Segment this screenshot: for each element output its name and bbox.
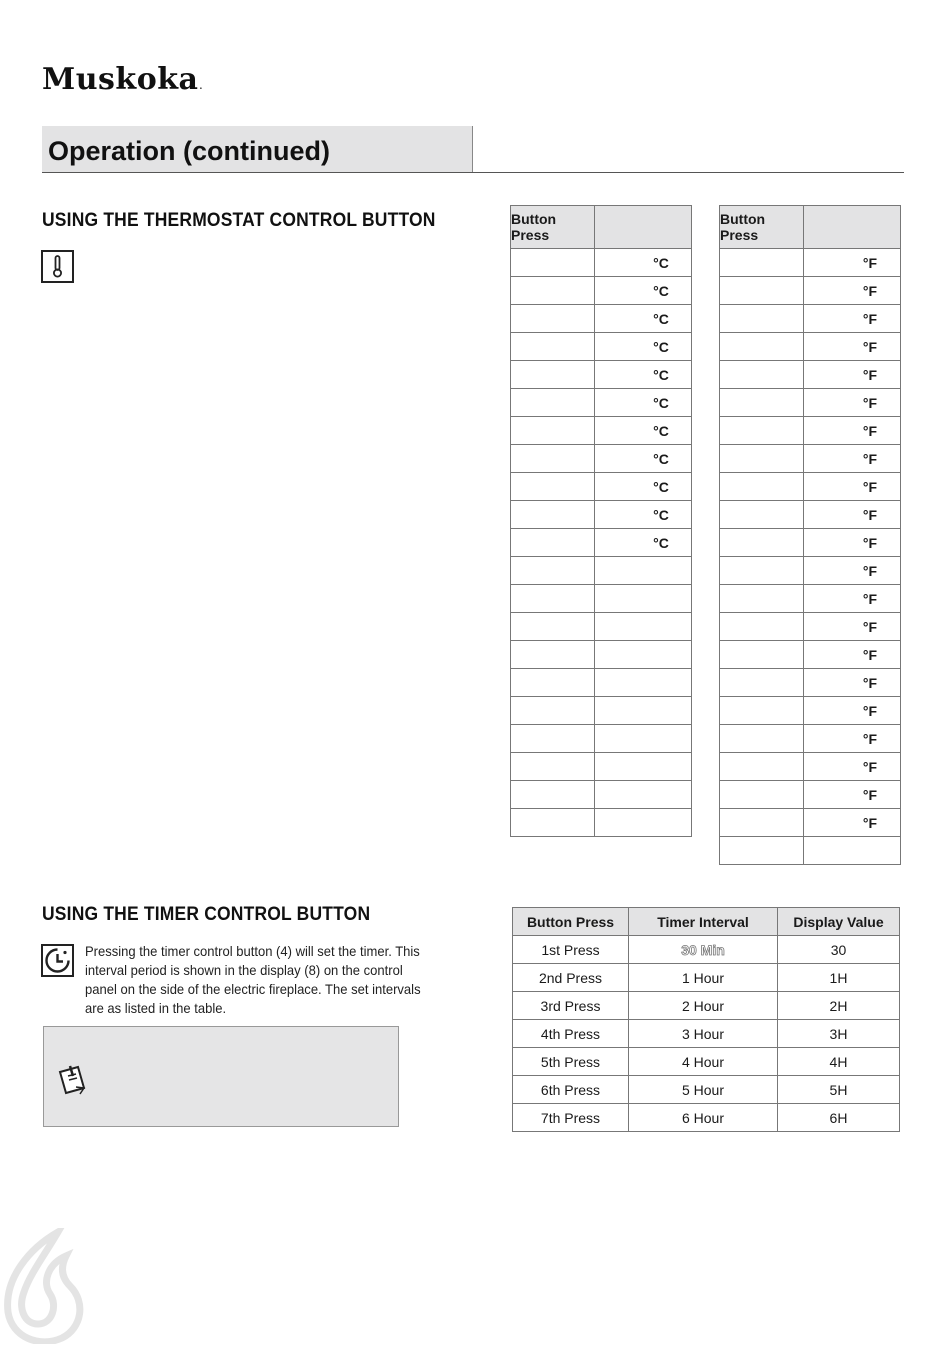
celsius-cell-press <box>511 417 595 445</box>
table-row <box>720 473 901 501</box>
fahrenheit-cell-unit: °F <box>804 725 901 753</box>
celsius-cell-press <box>511 809 595 837</box>
table-row <box>511 333 692 361</box>
table-row <box>720 697 901 725</box>
fahrenheit-header-value <box>804 206 901 249</box>
table-row <box>513 1020 900 1048</box>
fahrenheit-cell-unit: °F <box>804 333 901 361</box>
table-row <box>511 305 692 333</box>
celsius-cell-press <box>511 669 595 697</box>
fahrenheit-cell-press <box>720 697 804 725</box>
table-row <box>511 753 692 781</box>
timer-cell-press: 4th Press <box>513 1020 629 1048</box>
table-row <box>511 249 692 277</box>
timer-cell-interval: 6 Hour <box>629 1104 778 1132</box>
timer-header-interval: Timer Interval <box>629 908 778 936</box>
table-row <box>720 445 901 473</box>
thermometer-icon <box>41 250 74 283</box>
fahrenheit-table <box>719 205 901 865</box>
note-pad-icon <box>56 1062 88 1101</box>
celsius-cell-unit <box>595 585 692 613</box>
table-row <box>511 417 692 445</box>
timer-cell-interval: 3 Hour <box>629 1020 778 1048</box>
fahrenheit-cell-unit: °F <box>804 417 901 445</box>
timer-clock-icon <box>41 944 74 977</box>
table-row <box>511 613 692 641</box>
fahrenheit-cell-press <box>720 249 804 277</box>
celsius-cell-press <box>511 389 595 417</box>
timer-cell-press: 7th Press <box>513 1104 629 1132</box>
table-row <box>511 445 692 473</box>
fahrenheit-cell-press <box>720 641 804 669</box>
celsius-cell-unit <box>595 669 692 697</box>
thermostat-heading: USING THE THERMOSTAT CONTROL BUTTON <box>42 210 436 231</box>
timer-cell-interval: 30 Min <box>629 936 778 964</box>
table-row <box>513 964 900 992</box>
fahrenheit-cell-press <box>720 445 804 473</box>
brand-logo: Muskoka. <box>42 62 203 97</box>
fahrenheit-cell-unit: °F <box>804 641 901 669</box>
celsius-cell-unit: °C <box>595 333 692 361</box>
fahrenheit-cell-unit: °F <box>804 753 901 781</box>
timer-cell-press: 5th Press <box>513 1048 629 1076</box>
celsius-cell-press <box>511 781 595 809</box>
celsius-cell-press <box>511 697 595 725</box>
table-row <box>720 529 901 557</box>
table-row <box>513 1048 900 1076</box>
table-row <box>720 669 901 697</box>
fahrenheit-cell-press <box>720 529 804 557</box>
note-box <box>43 1026 399 1127</box>
timer-cell-press: 3rd Press <box>513 992 629 1020</box>
timer-cell-interval: 1 Hour <box>629 964 778 992</box>
table-row <box>511 473 692 501</box>
celsius-cell-unit <box>595 753 692 781</box>
celsius-cell-press <box>511 557 595 585</box>
celsius-cell-press <box>511 361 595 389</box>
table-row <box>720 501 901 529</box>
timer-heading: USING THE TIMER CONTROL BUTTON <box>42 904 371 925</box>
table-row <box>720 641 901 669</box>
celsius-cell-unit <box>595 809 692 837</box>
table-row <box>720 753 901 781</box>
timer-header-press: Button Press <box>513 908 629 936</box>
fahrenheit-cell-press <box>720 613 804 641</box>
celsius-cell-unit <box>595 697 692 725</box>
fahrenheit-cell-unit: °F <box>804 613 901 641</box>
table-row <box>720 837 901 865</box>
timer-cell-display: 2H <box>778 992 900 1020</box>
fahrenheit-cell-press <box>720 557 804 585</box>
celsius-cell-press <box>511 641 595 669</box>
table-row <box>511 557 692 585</box>
table-row <box>513 992 900 1020</box>
celsius-cell-press <box>511 725 595 753</box>
fahrenheit-cell-press <box>720 725 804 753</box>
banner-rule <box>42 172 904 173</box>
timer-cell-interval: 4 Hour <box>629 1048 778 1076</box>
celsius-cell-press <box>511 501 595 529</box>
table-row <box>720 389 901 417</box>
fahrenheit-cell-press <box>720 277 804 305</box>
timer-cell-press: 2nd Press <box>513 964 629 992</box>
celsius-cell-unit <box>595 781 692 809</box>
table-row <box>511 277 692 305</box>
fahrenheit-cell-press <box>720 501 804 529</box>
fahrenheit-cell-unit: °F <box>804 585 901 613</box>
timer-cell-display: 30 <box>778 936 900 964</box>
celsius-cell-unit: °C <box>595 445 692 473</box>
table-row <box>511 809 692 837</box>
celsius-cell-unit: °C <box>595 361 692 389</box>
table-row <box>511 585 692 613</box>
celsius-cell-press <box>511 529 595 557</box>
table-row <box>720 781 901 809</box>
table-row <box>511 781 692 809</box>
fahrenheit-cell-press <box>720 389 804 417</box>
celsius-cell-press <box>511 613 595 641</box>
fahrenheit-cell-press <box>720 837 804 865</box>
celsius-cell-press <box>511 473 595 501</box>
timer-cell-press: 6th Press <box>513 1076 629 1104</box>
table-row <box>720 361 901 389</box>
timer-table <box>512 907 900 1132</box>
fahrenheit-cell-press <box>720 669 804 697</box>
celsius-cell-press <box>511 753 595 781</box>
table-row <box>720 277 901 305</box>
celsius-cell-unit <box>595 613 692 641</box>
celsius-cell-unit: °C <box>595 305 692 333</box>
fahrenheit-cell-press <box>720 333 804 361</box>
celsius-cell-unit: °C <box>595 501 692 529</box>
table-row <box>720 585 901 613</box>
table-row <box>720 333 901 361</box>
timer-cell-display: 6H <box>778 1104 900 1132</box>
fahrenheit-cell-unit <box>804 837 901 865</box>
fahrenheit-cell-unit: °F <box>804 305 901 333</box>
table-row <box>511 725 692 753</box>
fahrenheit-header-press: Button Press <box>720 206 804 249</box>
fahrenheit-cell-unit: °F <box>804 781 901 809</box>
timer-cell-interval: 5 Hour <box>629 1076 778 1104</box>
fahrenheit-cell-unit: °F <box>804 445 901 473</box>
flame-watermark-icon <box>0 1228 90 1349</box>
fahrenheit-cell-press <box>720 305 804 333</box>
celsius-cell-unit <box>595 557 692 585</box>
fahrenheit-cell-press <box>720 417 804 445</box>
timer-cell-press: 1st Press <box>513 936 629 964</box>
timer-cell-display: 4H <box>778 1048 900 1076</box>
table-row <box>511 697 692 725</box>
timer-header-display: Display Value <box>778 908 900 936</box>
table-row <box>720 809 901 837</box>
fahrenheit-cell-press <box>720 753 804 781</box>
table-row <box>720 417 901 445</box>
celsius-cell-press <box>511 305 595 333</box>
fahrenheit-cell-unit: °F <box>804 501 901 529</box>
fahrenheit-cell-unit: °F <box>804 389 901 417</box>
timer-cell-display: 1H <box>778 964 900 992</box>
page-title: Operation (continued) <box>48 136 330 166</box>
table-row <box>511 641 692 669</box>
celsius-cell-unit: °C <box>595 249 692 277</box>
celsius-cell-unit <box>595 641 692 669</box>
celsius-cell-unit: °C <box>595 389 692 417</box>
fahrenheit-cell-unit: °F <box>804 277 901 305</box>
timer-cell-display: 5H <box>778 1076 900 1104</box>
table-row <box>720 613 901 641</box>
celsius-cell-press <box>511 333 595 361</box>
table-row <box>511 361 692 389</box>
table-row <box>511 501 692 529</box>
celsius-cell-unit: °C <box>595 277 692 305</box>
fahrenheit-cell-press <box>720 361 804 389</box>
fahrenheit-cell-unit: °F <box>804 557 901 585</box>
fahrenheit-cell-unit: °F <box>804 669 901 697</box>
fahrenheit-cell-unit: °F <box>804 361 901 389</box>
celsius-cell-press <box>511 585 595 613</box>
table-row <box>511 669 692 697</box>
celsius-table <box>510 205 692 837</box>
table-row <box>720 249 901 277</box>
celsius-header-press: Button Press <box>511 206 595 249</box>
celsius-header-value <box>595 206 692 249</box>
timer-cell-display: 3H <box>778 1020 900 1048</box>
table-row <box>511 529 692 557</box>
table-row <box>513 936 900 964</box>
fahrenheit-cell-press <box>720 781 804 809</box>
fahrenheit-cell-unit: °F <box>804 529 901 557</box>
fahrenheit-cell-unit: °F <box>804 249 901 277</box>
banner-divider <box>472 126 473 172</box>
fahrenheit-cell-press <box>720 473 804 501</box>
celsius-cell-press <box>511 249 595 277</box>
celsius-cell-press <box>511 445 595 473</box>
fahrenheit-cell-unit: °F <box>804 809 901 837</box>
celsius-cell-press <box>511 277 595 305</box>
celsius-cell-unit: °C <box>595 529 692 557</box>
timer-cell-interval: 2 Hour <box>629 992 778 1020</box>
celsius-cell-unit: °C <box>595 417 692 445</box>
table-row <box>720 305 901 333</box>
fahrenheit-cell-press <box>720 809 804 837</box>
table-row <box>720 557 901 585</box>
fahrenheit-cell-press <box>720 585 804 613</box>
table-row <box>513 1104 900 1132</box>
celsius-cell-unit: °C <box>595 473 692 501</box>
celsius-cell-unit <box>595 725 692 753</box>
table-row <box>720 725 901 753</box>
fahrenheit-cell-unit: °F <box>804 473 901 501</box>
table-row <box>513 1076 900 1104</box>
table-row <box>511 389 692 417</box>
timer-description: Pressing the timer control button (4) will set the timer. This interval period is shown in the display (8) on the control panel on the side of the electric fireplace. The set intervals are as listed in the table. <box>85 943 421 1016</box>
fahrenheit-cell-unit: °F <box>804 697 901 725</box>
